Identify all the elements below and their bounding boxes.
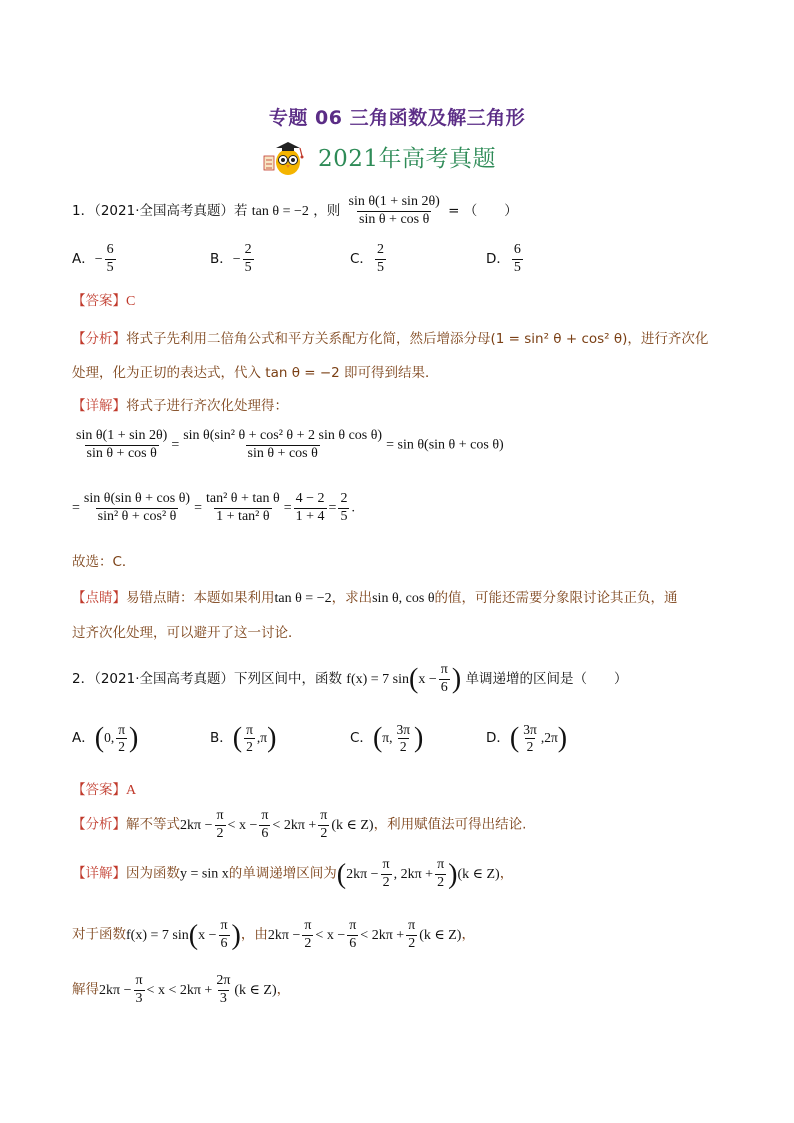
q1-equation-1: $\frac{\text{sin θ(1 + sin 2θ)}}{\text{sin θ + cos θ}}$ = $\frac{\text{sin θ(sin² θ + cos² θ + 2 sin θ cos θ)}}{\text{sin θ + cos θ}}$ = sin θ(sin θ + cos θ) — [76, 428, 504, 461]
q1-option-d[interactable]: D． $\frac{6}{5}$ — [486, 242, 521, 275]
page-subtitle: 2021年高考真题 — [318, 146, 497, 172]
q2-func-line: 对于函数f(x) = 7 sin(x − $\frac{\pi}{6}$ )，由2kπ − $\frac{\pi}{2}$ < x − $\frac{\pi}{6}$ < 2kπ + $\frac{\pi}{2}$ (k ∈ Z)， — [72, 918, 475, 951]
q2-detail: 【详解】因为函数y = sin x的单调递增区间为(2kπ − $\frac{\pi}{2}$ , 2kπ + $\frac{\pi}{2}$ )(k ∈ Z)， — [72, 857, 514, 890]
q1-analysis-line1: 【分析】将式子先利用二倍角公式和平方关系配方化简，然后增添分母(1 = sin² θ + cos² θ)，进行齐次化 — [72, 331, 709, 347]
q1-option-a[interactable]: A．− $\frac{6}{5}$ — [72, 242, 114, 275]
q2-option-b[interactable]: B．( $\frac{\pi}{2}$ ,π) — [210, 722, 277, 755]
q1-stem-fraction: $\frac{\text{sin θ(1 + sin 2θ)}}{\text{sin θ + cos θ}}$ — [348, 194, 440, 227]
q1-option-c[interactable]: C． $\frac{2}{5}$ — [350, 242, 384, 275]
q1-answer: 【答案】C — [72, 293, 136, 309]
q2-analysis: 【分析】解不等式2kπ − $\frac{\pi}{2}$ < x − $\frac{\pi}{6}$ < 2kπ + $\frac{\pi}{2}$ (k ∈ Z)，利用赋值法可得出结论. — [72, 808, 527, 841]
q2-solve-line: 解得2kπ − $\frac{\pi}{3}$ < x < 2kπ + $\frac{2\pi}{3}$ (k ∈ Z)， — [72, 973, 291, 1006]
q1-note-line2: 过齐次化处理，可以避开了这一讨论． — [72, 625, 302, 641]
owl-logo-icon — [262, 136, 310, 180]
q1-option-b[interactable]: B．− $\frac{2}{5}$ — [210, 242, 252, 275]
q2-option-d[interactable]: D．( $\frac{3\pi}{2}$ ,2π) — [486, 722, 568, 755]
q1-stem: 1．（2021·全国高考真题）若 tan θ = −2 ，则 $\frac{\text{sin θ(1 + sin 2θ)}}{\text{sin θ + cos θ}}$ = （ ） — [72, 194, 518, 227]
q1-analysis-line2: 处理，化为正切的表达式，代入 tan θ = −2 即可得到结果． — [72, 365, 439, 381]
q2-answer: 【答案】A — [72, 782, 137, 798]
q1-conclusion: 故选：C． — [72, 554, 136, 570]
q1-note-line1: 【点睛】易错点睛：本题如果利用tan θ = −2，求出sin θ, cos θ的值，可能还需要分象限讨论其正负，通 — [72, 590, 678, 606]
q2-option-c[interactable]: C．(π, $\frac{3\pi}{2}$ ) — [350, 722, 424, 755]
q2-option-a[interactable]: A．(0, $\frac{\pi}{2}$ ) — [72, 722, 139, 755]
q2-stem: 2．（2021·全国高考真题）下列区间中，函数 f(x) = 7 sin(x − $\frac{\pi}{6}$ ) 单调递增的区间是（ ） — [72, 662, 628, 695]
subtitle-banner — [262, 136, 532, 180]
q1-detail: 【详解】将式子进行齐次化处理得： — [72, 398, 288, 414]
page-title: 专题 06 三角函数及解三角形 — [268, 107, 526, 129]
q1-equation-2: = $\frac{\text{sin θ(sin θ + cos θ)}}{\text{sin² θ + cos² θ}}$ = $\frac{\text{tan² θ + tan θ}}{\text{1 + tan² θ}}$ = $\frac{4 - 2}{1 + 4}$ = $\frac{2}{5}$ . — [72, 491, 355, 524]
